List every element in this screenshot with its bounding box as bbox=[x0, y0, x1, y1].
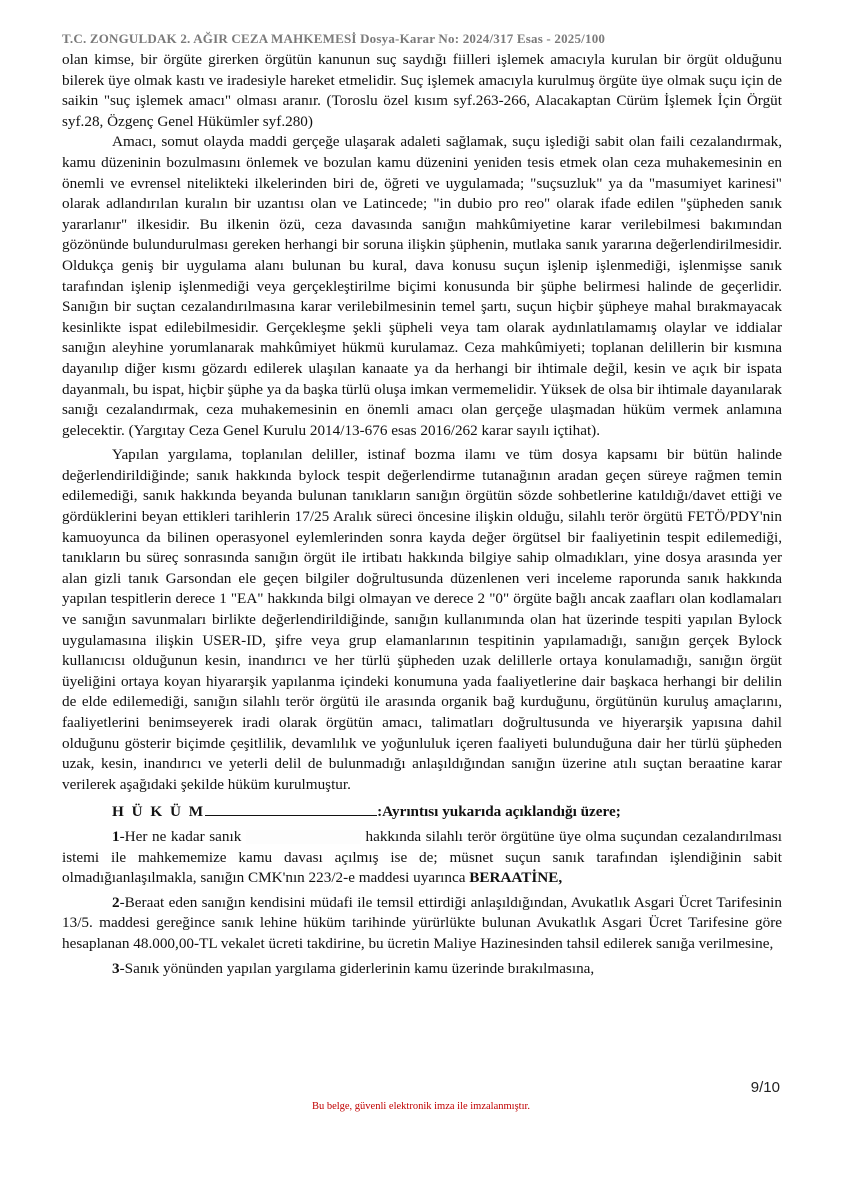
verdict-item-1-text-b: hakkında silahlı terör örgütüne üye olma suçundan cezalandırılması istemi ile mahkememize kamu davası açılmış ise de; müsnet suçun sanık tarafından işlendiğinin sabit olmadığıanlaşılmakla, sanığın CMK'nın 223/2-e maddesi uyarınca bbox=[62, 827, 782, 887]
paragraph-2: Amacı, somut olayda maddi gerçeğe ulaşarak adaleti sağlamak, suçu işlediği sabit olan faili cezalandırmak, kamu düzeninin bozulmasını önlemek ve bozulan kamu düzenini yeniden tesis etmek olan ceza muhakemesinin en önemli ve evrensel nitelikteki ilkelerinden biri de, öğreti ve uygulamada; "suçsuzluk" ya da "masumiyet karinesi" olarak adlandırılan kuralın bir uzantısı olan ve Latincede; "in dubio pro reo" olarak ifade edilen "şüpheden sanık yararlanır" ilkesidir. Bu ilkenin özü, ceza davasında sanığın mahkûmiyetine karar verilebilmesi bakımından gözönünde bulundurulması gereken herhangi bir soruna ilişkin şüphenin, mutlaka sanık yararına değerlendirilmesidir. Oldukça geniş bir uygulama alanı bulunan bu kural, dava konusu suçun işlenip işlenmediği, işlenmişse sanık tarafından işlenip işlenmediği veya gerçekleştirilme biçimi konusunda bir şüphe belirmesi halinde de geçerlidir. Sanığın bir suçtan cezalandırılmasına karar verilebilmesinin temel şartı, suçun hiçbir şüpheye mahal bırakmayacak kesinlikte ispat edilebilmesidir. Gerçekleşme şekli şüpheli veya tam olarak aydınlatılamamış olaylar ve iddialar sanığın aleyhine yorumlanarak mahkûmiyet hükmü kurulamaz. Ceza mahkûmiyeti; toplanan delillerin bir kısmına dayanılıp diğer kısmı gözardı edilerek ulaşılan kanaate ya da herhangi bir ihtimale değil, kesin ve açık bir ispata dayanmalı, bu ispat, hiçbir şüphe ya da başka türlü oluşa imkan vermemelidir. Yüksek de olsa bir ihtimale dayanılarak sanığı cezalandırmak, ceza muhakemesinin en önemli amacı olan gerçeğe ulaşmadan hüküm vermek anlamına gelecektir. (Yargıtay Ceza Genel Kurulu 2014/13-676 esas 2016/262 karar sayılı içtihat). bbox=[62, 133, 782, 439]
verdict-item-1-decision: BERAATİNE, bbox=[469, 869, 563, 887]
document-body bbox=[62, 50, 782, 979]
verdict-item-3-number: 3 bbox=[112, 959, 120, 977]
verdict-item-1-number: 1 bbox=[112, 827, 120, 845]
e-signature-note: Bu belge, güvenli elektronik imza ile imzalanmıştır. bbox=[311, 1101, 531, 1112]
verdict-underline bbox=[205, 801, 377, 816]
verdict-item-1 bbox=[62, 827, 782, 889]
verdict-item-3-text: -Sanık yönünden yapılan yargılama giderlerinin kamu üzerinde bırakılmasına, bbox=[119, 959, 595, 977]
redacted-name bbox=[246, 830, 361, 844]
paragraph-3: Yapılan yargılama, toplanılan deliller, istinaf bozma ilamı ve tüm dosya kapsamı bir bütün halinde değerlendirildiğinde; sanık hakkında bylock tespit değerlendirme tutanağının aradan geçen süreye rağmen temin edilemediği, sanık hakkında beyanda bulunan tanıkların sanığın örgütün sözde sohbetlerine katıldığı/davet ettiği ve gördüklerini beyan ettikleri tarihlerin 17/25 Aralık süreci öncesine ilişkin olduğu, silahlı terör örgütü FETÖ/PDY'nin kamuoyunca da bilinen operasyonel eylemlerinden sonra kayda değer örgütsel bir faaliyetinin tespit edilemediği, tanıkların bu süreç sonrasında sanığın örgüt ile irtibatı hakkında bilgiye sahip olmadıkları, yine dosya arasında yer alan gizli tanık Garsondan ele geçen bilgiler doğrultusunda düzenlenen veri inceleme raporunda sanık hakkında yapılan tespitlerin derece 1 "EA" hakkında bilgi olmayan ve derece 2 "0" örgüte bağlı ancak zaafları olan kodlamaları ve sanığın savunmaları birlikte değerlendirildiğinde, sanığın kullanımında olan hat üzerinde tespiti yapılan Bylock uygulamasına ilişkin USER-ID, şifre veya grup elamanlarının tespitinin yapılamadığı, sanığın gerçek Bylock kullanıcısı olduğunun kesin, inandırıcı ve her türlü şüpheden uzak delillerle ortaya konulamadığı, sanığın örgüt üyeliğini ortaya koyan hiyararşik yapılanma içindeki konumuna yada faaliyetlerine dair başkaca herhangi bir delilin de elde edilemediği, sanığın silahlı terör örgütü ile arasında organik bağ kurduğunu, örgütünün kuruluş amaçlarını, faaliyetlerini benimseyerek iradi olarak örgütün amacı, talimatları doğrultusunda ve hiyerarşik yapısına dahil olduğunu gösterir biçimde çeşitlilik, devamlılık ve yoğunluluk içeren faaliyeti bulunduğuna dair her türlü şüpheden uzak, kesin, inandırıcı ve yeterli delil de bulunmadığı anlaşıldığından sanığın üzerine atılı suçtan beraatine karar verilerek aşağıdaki şekilde hüküm kurulmuştur. bbox=[62, 446, 782, 793]
verdict-item-1-text-a: -Her ne kadar sanık bbox=[119, 827, 242, 845]
verdict-subtitle: :Ayrıntısı yukarıda açıklandığı üzere; bbox=[377, 803, 621, 821]
verdict-item-2-text: -Beraat eden sanığın kendisini müdafi ile temsil ettirdiği anlaşıldığından, Avukatlık Asgari Ücret Tarifesinin 13/5. maddesi gereğince sanık lehine hüküm tarihinde yürürlükte bulunan Avukatlık Asgari Ücret Tarifesine göre hesaplanan 48.000,00-TL vekalet ücreti takdirine, bu ücretin Maliye Hazinesinden tahsil edilerek sanığa verilmesine, bbox=[62, 893, 782, 952]
verdict-item-2 bbox=[62, 893, 782, 955]
verdict-item-3 bbox=[62, 959, 782, 980]
verdict-item-2-number: 2 bbox=[112, 893, 120, 911]
paragraph-1: olan kimse, bir örgüte girerken örgütün kanunun suç saydığı fiilleri işlemek amacıyla kurulan bir örgüt olduğunu bilerek üye olmak kastı ve iradesiyle hareket etmelidir. Suç işlemek amacıyla kurulmuş örgüte üye olmak suçu için de saikin "suç işlemek amacı" olması aranır. (Toroslu özel kısım syf.263-266, Alacakaptan Cürüm İşlemek İçin Örgüt syf.28, Özgenç Genel Hükümler syf.280) bbox=[62, 51, 782, 130]
document-header: T.C. ZONGULDAK 2. AĞIR CEZA MAHKEMESİ Dosya-Karar No: 2024/317 Esas - 2025/100 bbox=[62, 31, 606, 46]
verdict-heading bbox=[62, 801, 782, 823]
page-number: 9/10 bbox=[750, 1079, 780, 1096]
verdict-title: H Ü K Ü M bbox=[112, 803, 206, 821]
